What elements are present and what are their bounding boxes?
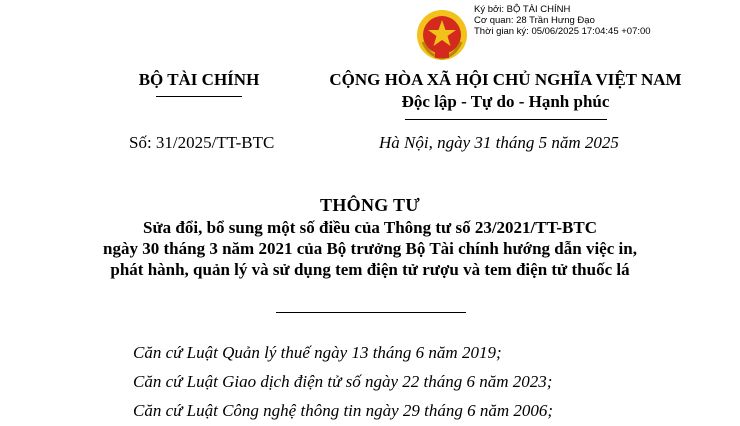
- signed-by: Ký bởi: BỘ TÀI CHÍNH: [474, 4, 571, 15]
- legal-bases: [133, 338, 553, 425]
- signing-agency: Cơ quan: 28 Trần Hưng Đạo: [474, 15, 595, 26]
- legal-basis-item: Căn cứ Luật Giao dịch điện tử số ngày 22 tháng 6 năm 2023;: [133, 372, 553, 391]
- national-emblem-icon: [415, 8, 469, 62]
- motto-underline: [405, 119, 607, 120]
- digital-signature-info: [474, 4, 651, 37]
- agency-underline: [156, 96, 242, 97]
- signed-time: Thời gian ký: 05/06/2025 17:04:45 +07:00: [474, 26, 651, 37]
- document-subject: [60, 217, 680, 280]
- national-motto: Độc lập - Tự do - Hạnh phúc: [401, 92, 610, 111]
- subject-line: ngày 30 tháng 3 năm 2021 của Bộ trưởng Bộ Tài chính hướng dẫn việc in,: [103, 239, 637, 258]
- legal-basis-item: Căn cứ Luật Quản lý thuế ngày 13 tháng 6 năm 2019;: [133, 343, 502, 362]
- place-and-date: Hà Nội, ngày 31 tháng 5 năm 2025: [379, 133, 619, 152]
- title-underline: [276, 312, 466, 313]
- nation-name: CỘNG HÒA XÃ HỘI CHỦ NGHĨA VIỆT NAM: [329, 70, 682, 89]
- document-type: THÔNG TƯ: [320, 195, 420, 215]
- subject-line: Sửa đổi, bổ sung một số điều của Thông tư số 23/2021/TT-BTC: [142, 218, 598, 237]
- document-number: Số: 31/2025/TT-BTC: [129, 133, 275, 152]
- legal-basis-item: Căn cứ Luật Công nghệ thông tin ngày 29 tháng 6 năm 2006;: [133, 401, 554, 420]
- subject-line: phát hành, quản lý và sử dụng tem điện tử rượu và tem điện tử thuốc lá: [110, 260, 630, 279]
- issuing-agency: BỘ TÀI CHÍNH: [138, 70, 260, 89]
